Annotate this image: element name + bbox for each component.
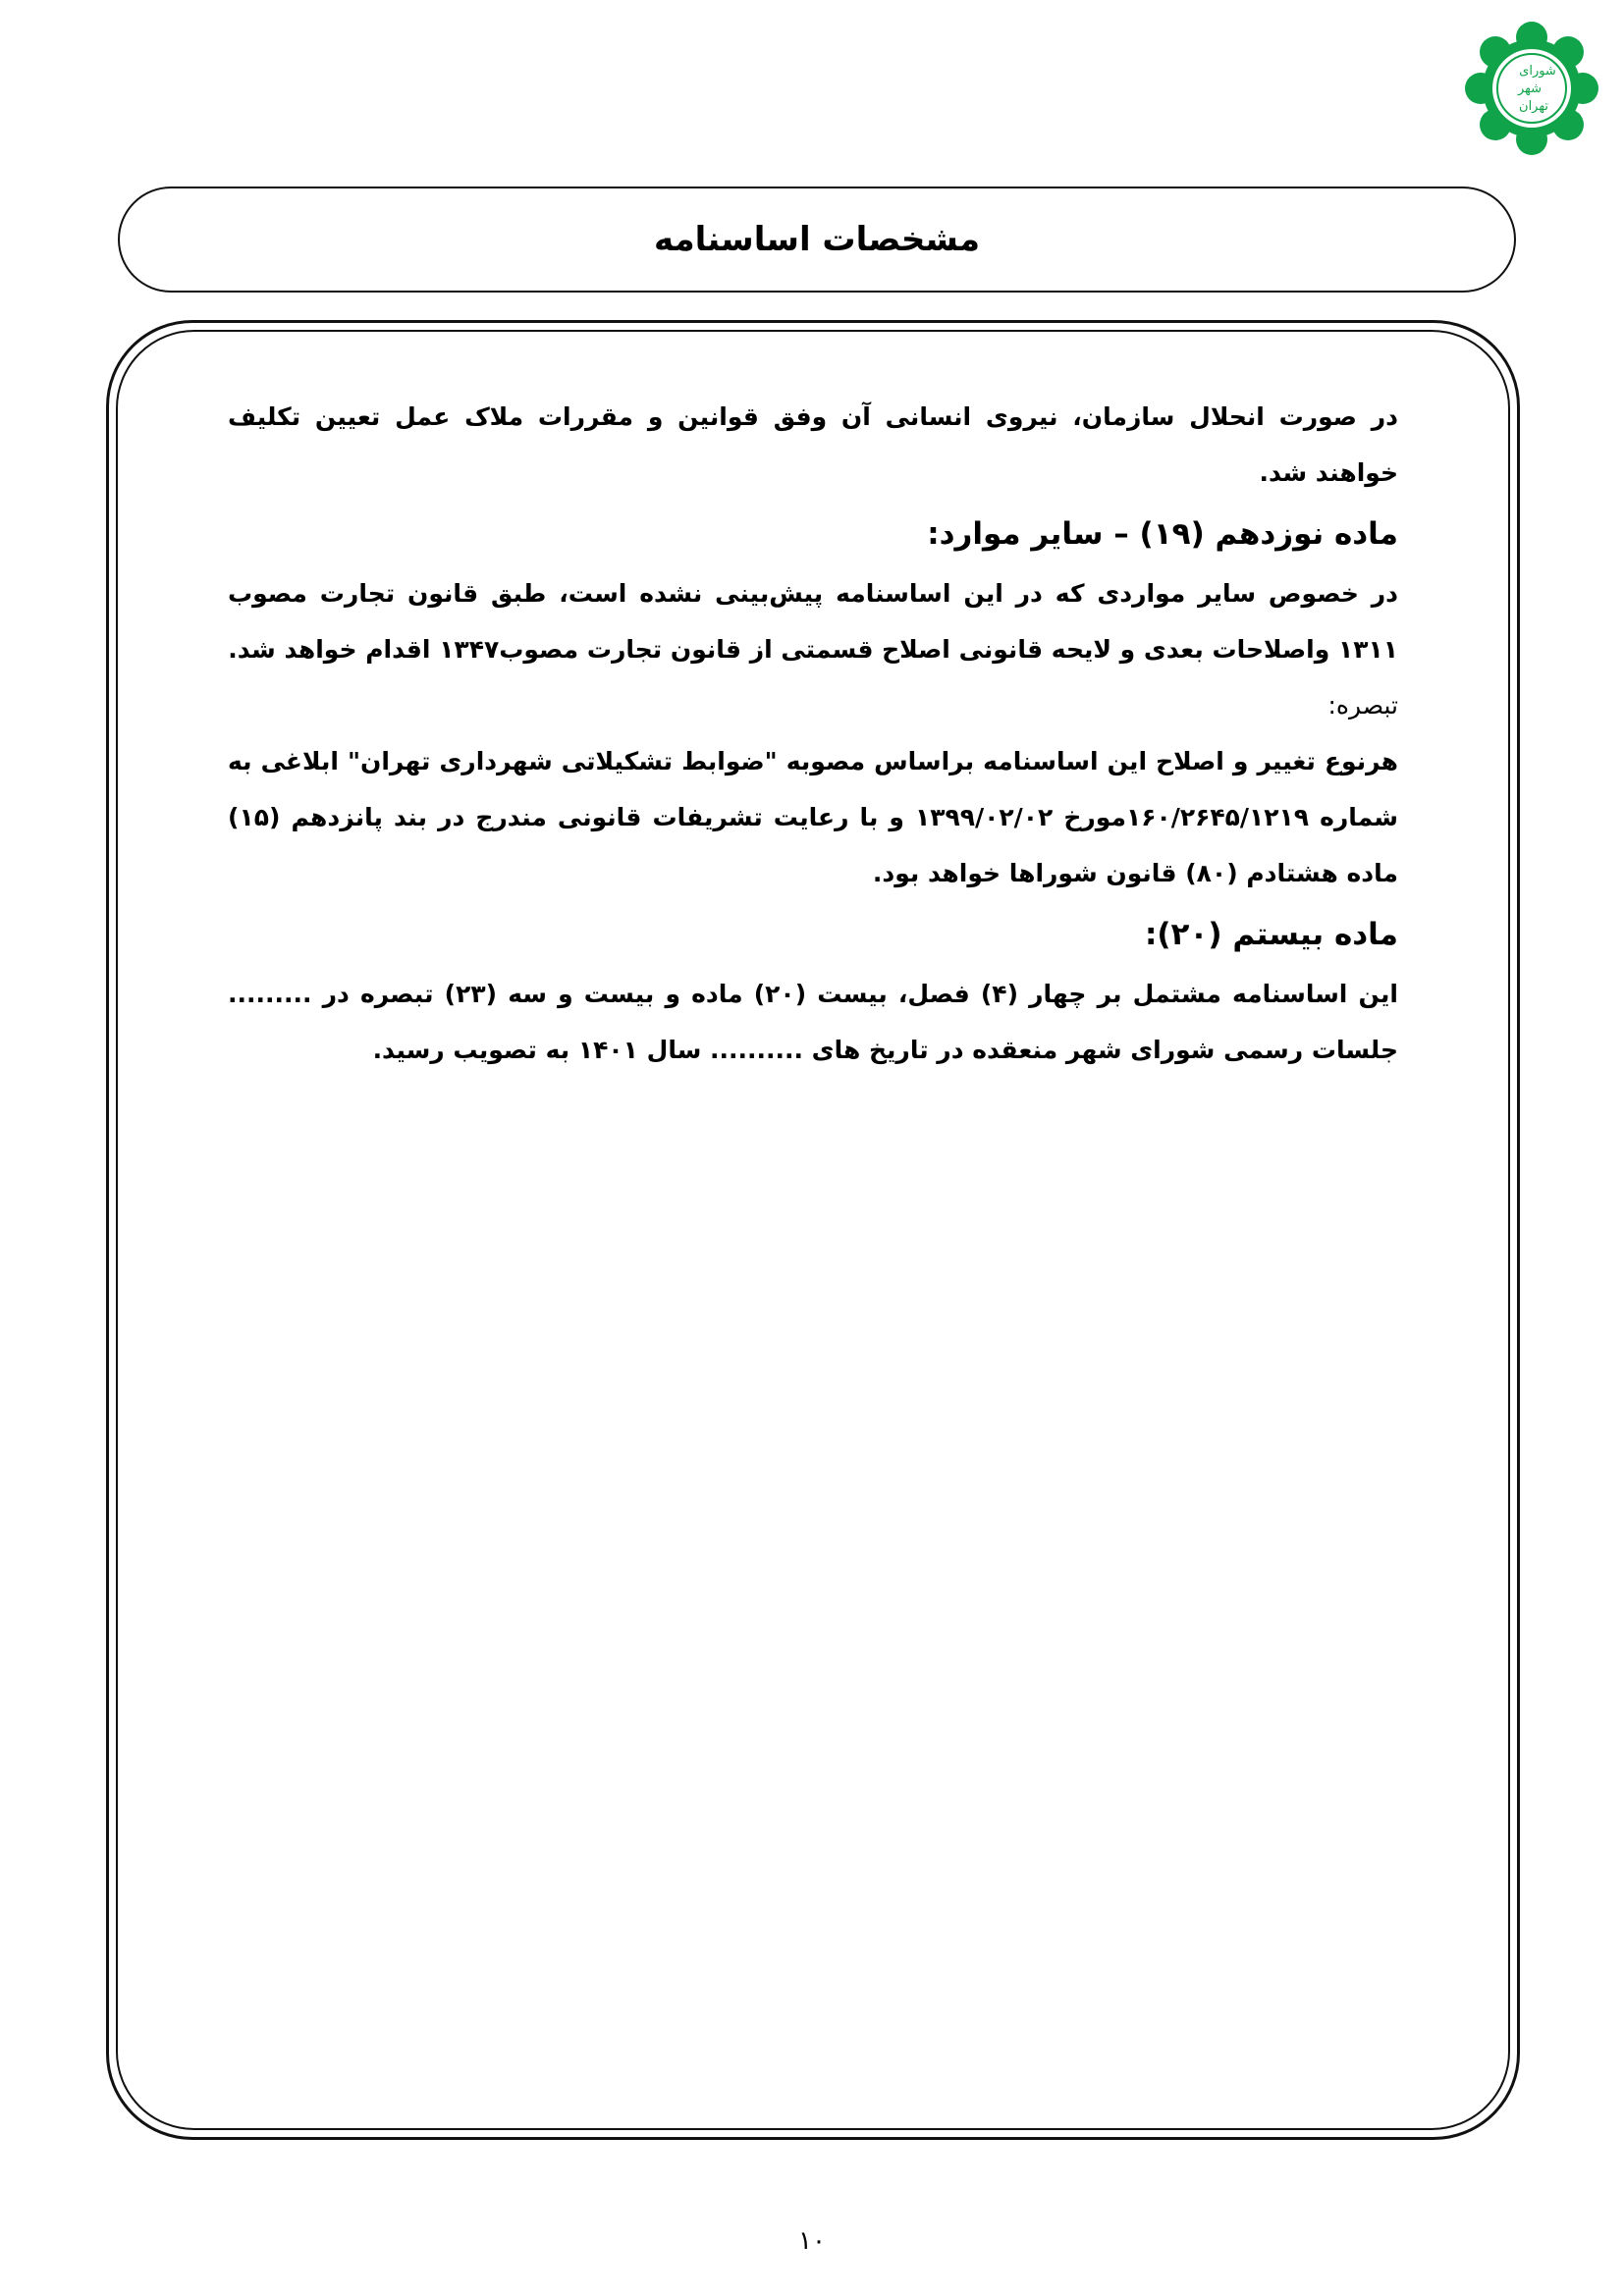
city-council-logo	[1453, 10, 1610, 167]
article-19-heading: ماده نوزدهم (۱۹) – سایر موارد:	[927, 516, 1398, 552]
article-19-text: در خصوص سایر مواردی که در این اساسنامه پیش‌بینی نشده است، طبق قانون تجارت مصوب ۱۳۱۱ واصلاحات بعدی و لایحه قانونی اصلاح قسمتی از قانون تجارت مصوب۱۳۴۷ اقدام خواهد شد.	[228, 579, 1398, 664]
logo-text-line-1: شورای	[1519, 64, 1556, 79]
article-20-text: این اساسنامه مشتمل بر چهار (۴) فصل، بیست (۲۰) ماده و بیست و سه (۲۳) تبصره در ......... جلسات رسمی شورای شهر منعقده در تاریخ های .......... سال ۱۴۰۱ به تصویب رسید.	[228, 980, 1398, 1064]
article-20-heading: ماده بیستم (۲۰):	[1144, 917, 1398, 952]
page-number: ۱۰	[798, 2226, 826, 2256]
document-body	[228, 389, 1398, 1078]
logo-text-line-2: شهر	[1517, 81, 1543, 96]
title-box	[118, 187, 1516, 293]
article-19-note-label: تبصره:	[1327, 691, 1398, 720]
tehran-emblem-icon	[1453, 10, 1610, 167]
intro-paragraph: در صورت انحلال سازمان، نیروی انسانی آن وفق قوانین و مقررات ملاک عمل تعیین تکلیف خواهند شد.	[228, 402, 1398, 487]
article-19-note-text: هرنوع تغییر و اصلاح این اساسنامه براساس مصوبه "ضوابط تشکیلاتی شهرداری تهران" ابلاغی به شماره ۱۶۰/۲۶۴۵/۱۲۱۹مورخ ۱۳۹۹/۰۲/۰۲ و با رعایت تشریفات قانونی مندرج در بند پانزدهم (۱۵) ماده هشتادم (۸۰) قانون شوراها خواهد بود.	[228, 747, 1398, 887]
page-title: مشخصات اساسنامه	[653, 220, 981, 259]
logo-text-line-3: تهران	[1519, 99, 1548, 114]
